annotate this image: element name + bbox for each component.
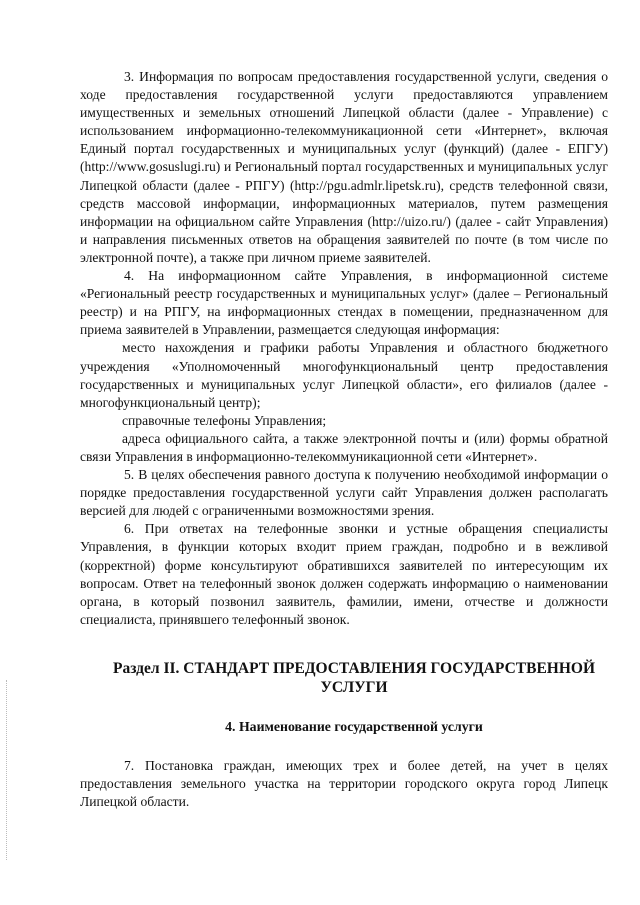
paragraph-4-item-phones: справочные телефоны Управления;	[122, 412, 327, 428]
paragraph-5: 5. В целях обеспечения равного доступа к получению необходимой информации о порядке предоставления государственной услуги сайт Управления должен располагать версией для людей с ограниченными возможностями зрения.	[80, 467, 608, 519]
document-page	[80, 68, 608, 811]
paragraph-4: 4. На информационном сайте Управления, в информационной системе «Региональный реестр государственных и муниципальных услуг» (далее – Региональный реестр) и на РПГУ, на информационных стендах в помещении, предназначенном для приема заявителей в Управлении, размещается следующая информация:	[80, 268, 608, 338]
section-title: Раздел II. СТАНДАРТ ПРЕДОСТАВЛЕНИЯ ГОСУДАРСТВЕННОЙ УСЛУГИ	[112, 659, 596, 696]
paragraph-6: 6. При ответах на телефонные звонки и устные обращения специалисты Управления, в функции которых входит прием граждан, подробно и в вежливой (корректной) форме консультируют обратившихся заявителей по интересующим их вопросам. Ответ на телефонный звонок должен содержать информацию о наименовании органа, в который позвонил заявитель, фамилии, имени, отчестве и должности специалиста, принявшего телефонный звонок.	[80, 521, 608, 627]
paragraph-4-item-location: место нахождения и графики работы Управления и областного бюджетного учреждения «Уполномоченный многофункциональный центр предоставления государственных и муниципальных услуг Липецкой области», его филиалов (далее - многофункциональный центр);	[80, 340, 608, 410]
scan-margin-marks	[6, 680, 9, 860]
paragraph-3: 3. Информация по вопросам предоставления государственной услуги, сведения о ходе предоставления государственной услуги предоставляются управлением имущественных и земельных отношений Липецкой области (далее - Управление) с использованием информационно-телекоммуникационной сети «Интернет», включая Единый портал государственных и муниципальных услуг (функций) (далее - ЕПГУ) (http://www.gosuslugi.ru) и Региональный портал государственных и муниципальных услуг Липецкой области (далее - РПГУ) (http://pgu.admlr.lipetsk.ru), средств телефонной связи, средств массовой информации, информационных материалов, путем размещения информации на официальном сайте Управления (http://uizo.ru/) (далее - сайт Управления) и направления письменных ответов на обращения заявителей по почте (в том числе по электронной почте), а также при личном приеме заявителей.	[80, 69, 608, 265]
paragraph-4-item-addresses: адреса официального сайта, а также электронной почты и (или) формы обратной связи Управления в информационно-телекоммуникационной сети «Интернет».	[80, 430, 608, 464]
paragraph-7: 7. Постановка граждан, имеющих трех и более детей, на учет в целях предоставления земельного участка на территории городского округа город Липецк Липецкой области.	[80, 757, 608, 810]
subsection-title: 4. Наименование государственной услуги	[225, 718, 483, 734]
